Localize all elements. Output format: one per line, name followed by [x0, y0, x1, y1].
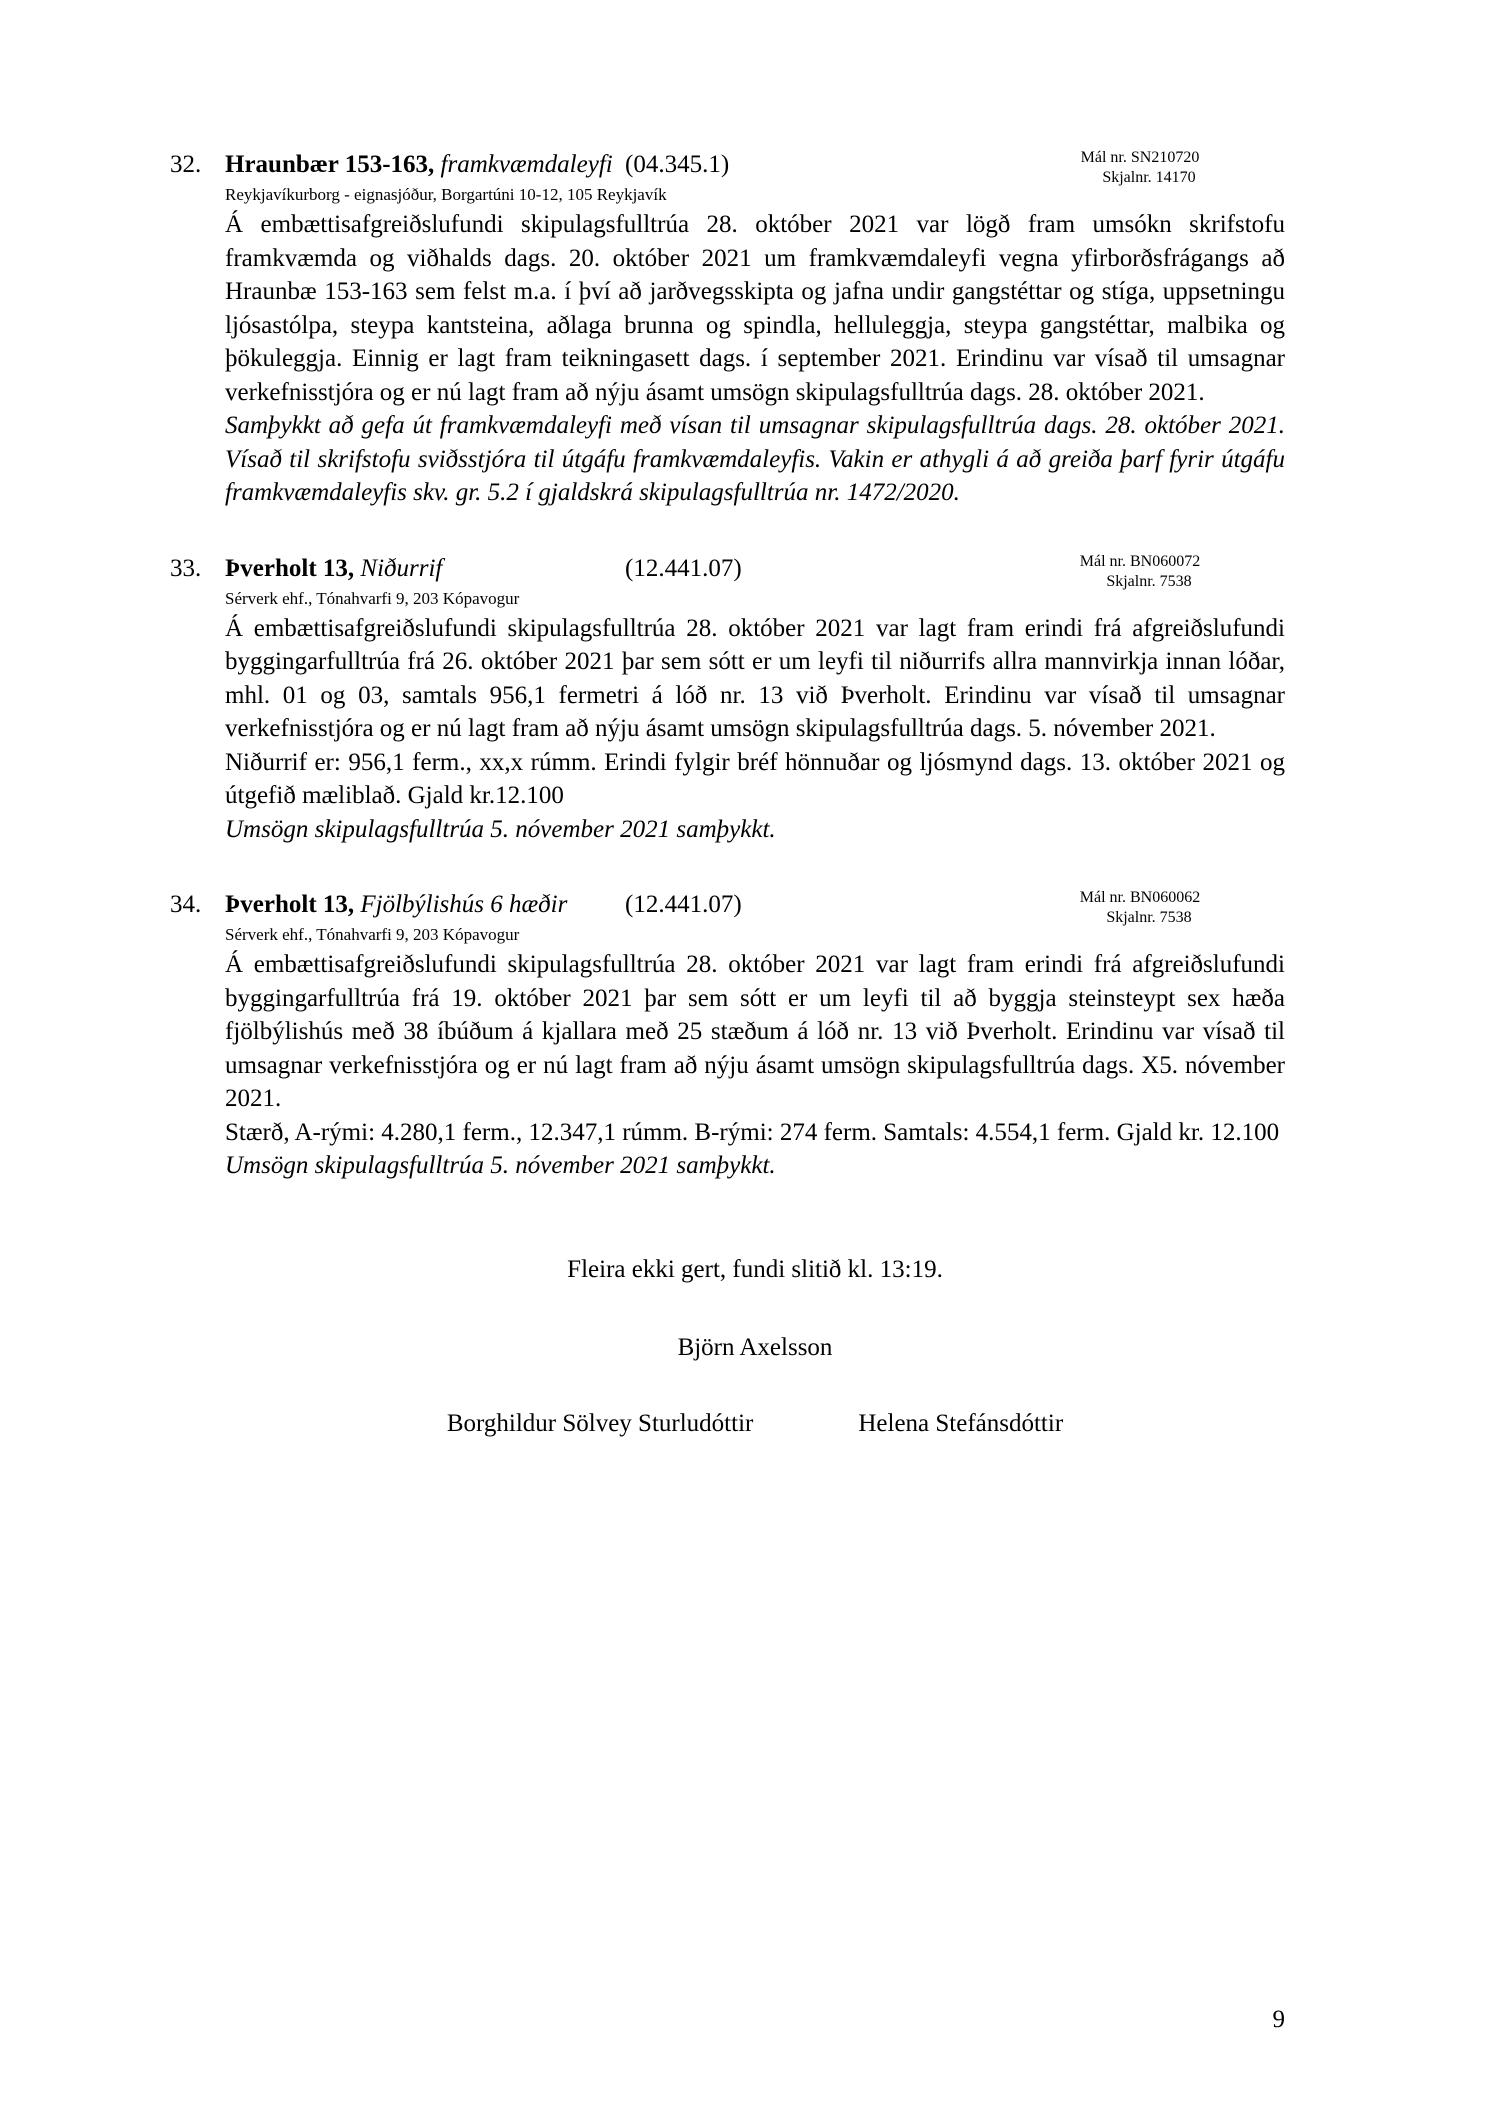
closing-statement: Fleira ekki gert, fundi slitið kl. 13:19. — [567, 1255, 943, 1283]
applicant-line: Reykjavíkurborg - eignasjóður, Borgartúni 10-12, 105 Reykjavík — [225, 185, 667, 204]
case-number: Mál nr. BN060072 — [1079, 552, 1201, 570]
agenda-item-header — [170, 889, 1285, 926]
item-paragraph: Á embættisafgreiðslufundi skipulagsfulltrúa 28. október 2021 var lagt fram erindi frá afgreiðslufundi byggingarfulltrúa frá 19. október 2021 þar sem sótt er um leyfi til að byggja steinsteypt sex hæða fjölbýlishús með 38 íbúðum á kjallara með 25 stæðum á lóð nr. 13 við Þverholt. Erindinu var vísað til umsagnar verkefnisstjóra og er nú lagt fram að nýju ásamt umsögn skipulagsfulltrúa dags. X5. nóvember 2021. — [225, 951, 1285, 1112]
item-identifiers — [995, 552, 1285, 592]
document-number: Skjalnr. 7538 — [1106, 572, 1192, 590]
signature-left: Borghildur Sölvey Sturludóttir — [446, 1409, 754, 1437]
item-paragraph-decision: Samþykkt að gefa út framkvæmdaleyfi með vísan til umsagnar skipulagsfulltrúa dags. 28. október 2021. Vísað til skrifstofu sviðsstjóra til útgáfu framkvæmdaleyfis. Vakin er athygli á að greiða þarf fyrir útgáfu framkvæmdaleyfis skv. gr. 5.2 í gjaldskrá skipulagsfulltrúa nr. 1472/2020. — [225, 412, 1285, 506]
signature-right: Helena Stefánsdóttir — [858, 1409, 1064, 1437]
document-number: Skjalnr. 14170 — [1102, 169, 1196, 186]
item-identifiers — [995, 148, 1285, 188]
document-number: Skjalnr. 7538 — [1106, 909, 1192, 926]
item-identifiers — [995, 888, 1285, 928]
item-number: 34. — [170, 891, 202, 918]
case-number: Mál nr. SN210720 — [1080, 149, 1200, 166]
item-number: 32. — [170, 151, 202, 178]
agenda-item — [170, 552, 1285, 847]
page-number: 9 — [1272, 2006, 1285, 2033]
item-address: Þverholt 13, — [225, 554, 355, 582]
item-paragraph: Á embættisafgreiðslufundi skipulagsfulltrúa 28. október 2021 var lögð fram umsókn skrifstofu framkvæmda og viðhalds dags. 20. október 2021 um framkvæmdaleyfi vegna yfirborðsfrágangs að Hraunbæ 153-163 sem felst m.a. í því að jarðvegsskipta og jafna undir gangstéttar og stíga, uppsetningu ljósastólpa, steypa kantsteina, aðlaga brunna og spindla, helluleggja, steypa gangstéttar, malbika og þökuleggja. Einnig er lagt fram teikningasett dags. í september 2021. Erindinu var vísað til umsagnar verkefnisstjóra og er nú lagt fram að nýju ásamt umsögn skipulagsfulltrúa dags. 28. október 2021. — [225, 211, 1285, 406]
agenda-item-header — [170, 552, 1285, 590]
item-address: Hraunbær 153-163, — [225, 151, 435, 178]
item-code: (12.441.07) — [625, 891, 742, 918]
item-address: Þverholt 13, — [225, 891, 355, 918]
item-paragraph-details: Niðurrif er: 956,1 ferm., xx,x rúmm. Erindi fylgir bréf hönnuðar og ljósmynd dags. 13. október 2021 og útgefið mæliblað. Gjald kr.12.100 — [225, 748, 1285, 809]
item-number: 33. — [170, 554, 202, 582]
agenda-item — [170, 889, 1285, 1183]
item-code: (04.345.1) — [625, 151, 730, 178]
item-subtitle: Niðurrif — [360, 554, 443, 582]
item-paragraph-decision: Umsögn skipulagsfulltrúa 5. nóvember 2021 samþykkt. — [225, 1152, 776, 1179]
item-paragraph-details: Stærð, A-rými: 4.280,1 ferm., 12.347,1 rúmm. B-rými: 274 ferm. Samtals: 4.554,1 ferm. Gjald kr. 12.100 — [225, 1118, 1280, 1146]
item-paragraph: Á embættisafgreiðslufundi skipulagsfulltrúa 28. október 2021 var lagt fram erindi frá afgreiðslufundi byggingarfulltrúa frá 26. október 2021 þar sem sótt er um leyfi til niðurrifs allra mannvirkja innan lóðar, mhl. 01 og 03, samtals 956,1 fermetri á lóð nr. 13 við Þverholt. Erindinu var vísað til umsagnar verkefnisstjóra og er nú lagt fram að nýju ásamt umsögn skipulagsfulltrúa dags. 5. nóvember 2021. — [225, 614, 1285, 742]
item-paragraph-decision: Umsögn skipulagsfulltrúa 5. nóvember 2021 samþykkt. — [225, 815, 776, 843]
agenda-item-header — [170, 149, 1285, 186]
agenda-item — [170, 149, 1285, 510]
applicant-line: Sérverk ehf., Tónahvarfi 9, 203 Kópavogur — [225, 588, 520, 608]
signature-chair: Björn Axelsson — [677, 1333, 833, 1361]
applicant-line: Sérverk ehf., Tónahvarfi 9, 203 Kópavogur — [225, 925, 520, 944]
signature-row — [225, 1410, 1285, 1438]
item-subtitle: framkvæmdaleyfi — [440, 151, 613, 178]
item-code: (12.441.07) — [625, 554, 742, 582]
case-number: Mál nr. BN060062 — [1079, 889, 1201, 906]
item-subtitle: Fjölbýlishús 6 hæðir — [360, 891, 568, 918]
